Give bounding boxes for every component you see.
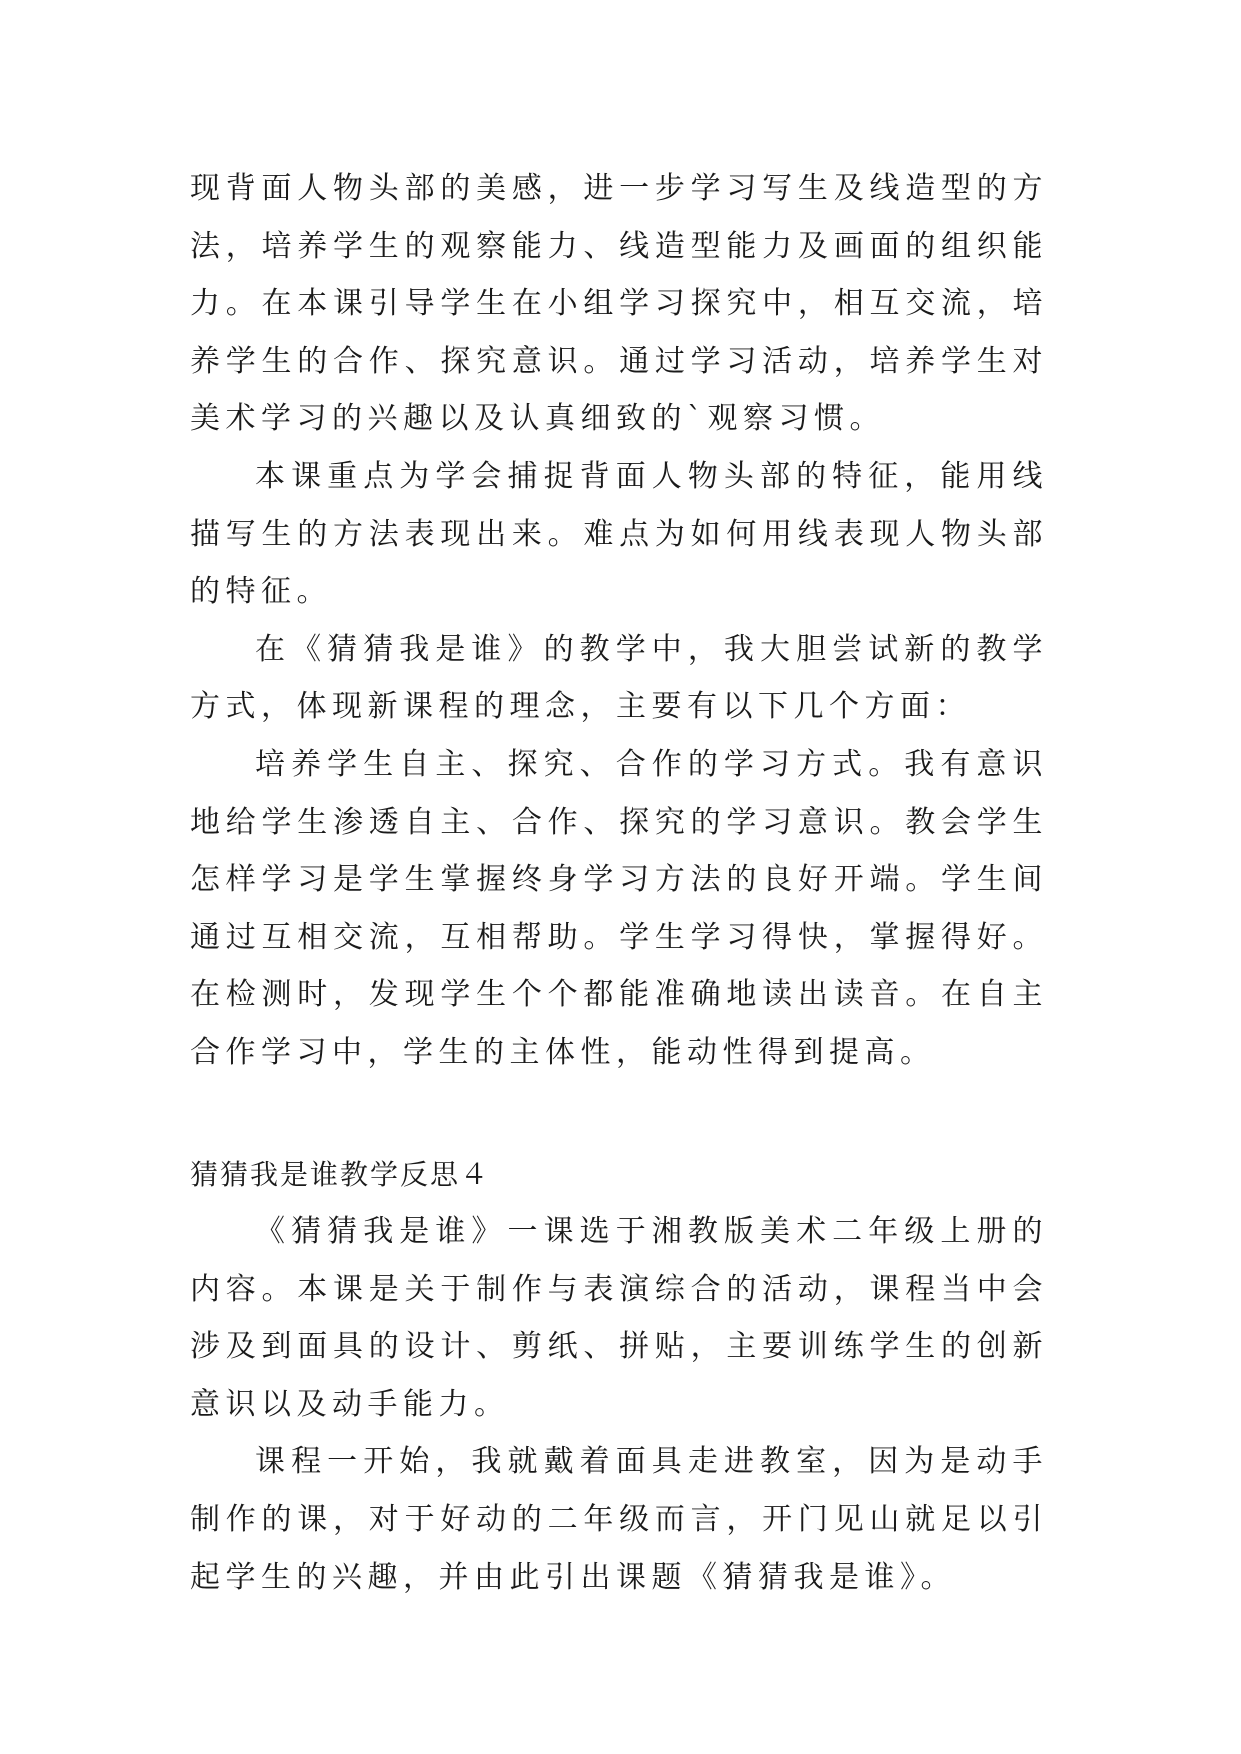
- paragraph-teaching-approach: 在《猜猜我是谁》的教学中，我大胆尝试新的教学方式，体现新课程的理念，主要有以下几个方面：: [190, 631, 1048, 725]
- paragraph-learning-method: 培养学生自主、探究、合作的学习方式。我有意识地给学生渗透自主、合作、探究的学习意识。教会学生怎样学习是学生掌握终身学习方法的良好开端。学生间通过互相交流，互相帮助。学生学习得快，掌握得好。在检测时，发现学生个个都能准确地读出读音。在自主合作学习中，学生的主体性，能动性得到提高。: [190, 746, 1048, 1070]
- paragraph-course-intro: 《猜猜我是谁》一课选于湘教版美术二年级上册的内容。本课是关于制作与表演综合的活动，课程当中会涉及到面具的设计、剪纸、拼贴，主要训练学生的创新意识以及动手能力。: [190, 1214, 1048, 1422]
- document-body: [190, 160, 1048, 1606]
- section-heading: 猜猜我是谁教学反思４: [190, 1157, 491, 1191]
- paragraph-continuation: 现背面人物头部的美感，进一步学习写生及线造型的方法，培养学生的观察能力、线造型能力及画面的组织能力。在本课引导学生在小组学习探究中，相互交流，培养学生的合作、探究意识。通过学习活动，培养学生对美术学习的兴趣以及认真细致的`观察习惯。: [190, 171, 1048, 437]
- paragraph-key-points: 本课重点为学会捕捉背面人物头部的特征，能用线描写生的方法表现出来。难点为如何用线表现人物头部的特征。: [190, 458, 1048, 610]
- paragraph-course-opening: 课程一开始，我就戴着面具走进教室，因为是动手制作的课，对于好动的二年级而言，开门见山就足以引起学生的兴趣，并由此引出课题《猜猜我是谁》。: [190, 1444, 1048, 1595]
